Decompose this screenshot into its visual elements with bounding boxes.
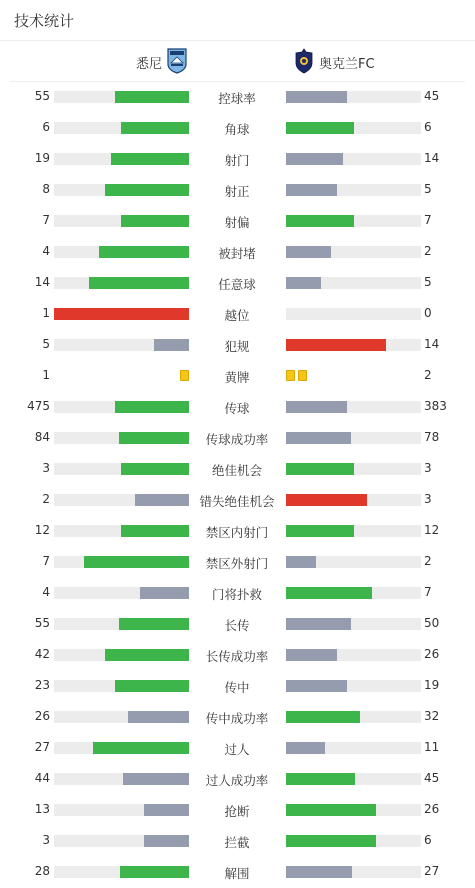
- away-stat-bar: [286, 835, 421, 847]
- stat-label: 传球成功率: [205, 432, 269, 447]
- stat-label: 越位: [224, 308, 250, 323]
- away-cards: [286, 370, 307, 382]
- away-stat-bar: [286, 432, 421, 444]
- stat-label: 传球: [224, 401, 250, 416]
- stat-row: [0, 794, 475, 825]
- away-stat-bar-fill: [286, 525, 354, 537]
- away-stat-bar: [286, 866, 421, 878]
- away-stat-bar-fill: [286, 804, 376, 816]
- home-stat-bar: [54, 556, 189, 568]
- away-stat-bar-fill: [286, 835, 376, 847]
- stats-list: [0, 81, 475, 887]
- away-stat-value: 5: [424, 275, 432, 289]
- away-stat-value: 12: [424, 523, 440, 537]
- away-stat-bar: [286, 153, 421, 165]
- away-stat-bar-fill: [286, 463, 354, 475]
- home-stat-value: 12: [34, 523, 50, 537]
- home-stat-value: 55: [34, 616, 50, 630]
- home-stat-value: 6: [42, 120, 50, 134]
- page-title: 技术统计: [14, 12, 75, 30]
- away-stat-value: 3: [424, 461, 432, 475]
- home-stat-value: 26: [34, 709, 50, 723]
- away-stat-bar-fill: [286, 339, 386, 351]
- home-stat-bar-fill: [121, 463, 189, 475]
- home-stat-bar: [54, 184, 189, 196]
- stat-label: 解围: [224, 866, 250, 881]
- home-stat-value: 19: [34, 151, 50, 165]
- away-stat-bar-fill: [286, 494, 367, 506]
- stat-row: [0, 670, 475, 701]
- away-stat-value: 7: [424, 213, 432, 227]
- away-stat-bar: [286, 525, 421, 537]
- away-stat-bar: [286, 618, 421, 630]
- away-stat-value: 78: [424, 430, 440, 444]
- stat-row: [0, 298, 475, 329]
- stat-row: [0, 391, 475, 422]
- home-stat-bar: [54, 308, 189, 320]
- stat-row: [0, 422, 475, 453]
- away-stat-value: 11: [424, 740, 440, 754]
- auckland-crest-icon[interactable]: [294, 48, 314, 74]
- stat-label: 被封堵: [218, 246, 256, 261]
- stat-label: 长传: [224, 618, 250, 633]
- away-stat-bar-fill: [286, 711, 360, 723]
- stat-label: 射偏: [224, 215, 250, 230]
- stat-label: 黄牌: [224, 370, 250, 385]
- away-stat-value: 2: [424, 244, 432, 258]
- stat-label: 禁区外射门: [205, 556, 269, 571]
- home-stat-value: 3: [42, 461, 50, 475]
- home-stat-bar-fill: [99, 246, 189, 258]
- sydney-crest-icon[interactable]: [167, 48, 187, 74]
- home-stat-bar: [54, 587, 189, 599]
- home-stat-bar: [54, 835, 189, 847]
- away-stat-bar-fill: [286, 742, 325, 754]
- stat-row: [0, 515, 475, 546]
- home-stat-bar-fill: [105, 649, 189, 661]
- stat-label: 射门: [224, 153, 250, 168]
- away-stat-bar: [286, 556, 421, 568]
- home-stat-bar: [54, 494, 189, 506]
- home-stat-bar-fill: [135, 494, 189, 506]
- stat-row: [0, 329, 475, 360]
- home-stat-value: 8: [42, 182, 50, 196]
- stat-row: [0, 453, 475, 484]
- home-stat-bar: [54, 339, 189, 351]
- away-stat-value: 32: [424, 709, 440, 723]
- stat-label: 抢断: [224, 804, 250, 819]
- home-stat-bar-fill: [93, 742, 189, 754]
- away-stat-bar: [286, 463, 421, 475]
- away-stat-value: 19: [424, 678, 440, 692]
- stat-label: 角球: [224, 122, 250, 137]
- stat-row: [0, 267, 475, 298]
- stat-row: [0, 236, 475, 267]
- home-stat-bar-fill: [119, 432, 189, 444]
- away-stat-value: 27: [424, 864, 440, 878]
- stat-row: [0, 81, 475, 112]
- home-team-name[interactable]: 悉尼: [135, 57, 162, 72]
- away-stat-value: 14: [424, 151, 440, 165]
- stat-label: 任意球: [218, 277, 256, 292]
- home-stat-bar-fill: [123, 773, 189, 785]
- stat-label: 长传成功率: [205, 649, 269, 664]
- home-stat-bar-fill: [144, 835, 189, 847]
- stat-label: 传中: [224, 680, 250, 695]
- home-stat-bar: [54, 277, 189, 289]
- home-stat-bar: [54, 773, 189, 785]
- away-stat-bar: [286, 711, 421, 723]
- home-stat-value: 4: [42, 585, 50, 599]
- away-stat-bar: [286, 91, 421, 103]
- stat-row: [0, 763, 475, 794]
- away-stat-bar: [286, 184, 421, 196]
- stat-row: [0, 360, 475, 391]
- away-stat-value: 2: [424, 368, 432, 382]
- stat-row: [0, 701, 475, 732]
- home-stat-bar: [54, 246, 189, 258]
- home-stat-bar-fill: [121, 215, 189, 227]
- yellow-card-icon: [286, 370, 295, 381]
- away-stat-bar-fill: [286, 184, 337, 196]
- home-stat-bar: [54, 215, 189, 227]
- away-team-name[interactable]: 奥克兰FC: [319, 57, 375, 72]
- home-stat-bar-fill: [89, 277, 189, 289]
- stat-label: 禁区内射门: [205, 525, 269, 540]
- header-bar: [0, 0, 475, 41]
- away-stat-bar: [286, 742, 421, 754]
- stat-label: 过人成功率: [205, 773, 269, 788]
- away-stat-bar-fill: [286, 122, 354, 134]
- away-stat-bar-fill: [286, 680, 347, 692]
- home-stat-bar-fill: [120, 866, 189, 878]
- home-stat-bar-fill: [119, 618, 189, 630]
- home-stat-bar: [54, 649, 189, 661]
- stat-row: [0, 577, 475, 608]
- home-stat-bar-fill: [115, 680, 189, 692]
- away-stat-bar: [286, 308, 421, 320]
- home-stat-bar: [54, 122, 189, 134]
- away-stat-value: 45: [424, 89, 440, 103]
- away-stat-value: 2: [424, 554, 432, 568]
- away-stat-value: 6: [424, 120, 432, 134]
- home-stat-value: 23: [34, 678, 50, 692]
- away-stat-value: 26: [424, 647, 440, 661]
- stat-row: [0, 174, 475, 205]
- home-stat-bar: [54, 432, 189, 444]
- home-stat-bar: [54, 866, 189, 878]
- home-stat-value: 84: [34, 430, 50, 444]
- away-stat-bar: [286, 215, 421, 227]
- home-stat-value: 2: [42, 492, 50, 506]
- home-stat-bar-fill: [144, 804, 189, 816]
- away-stat-bar: [286, 494, 421, 506]
- stat-row: [0, 484, 475, 515]
- home-stat-value: 55: [34, 89, 50, 103]
- home-stat-bar: [54, 463, 189, 475]
- stat-label: 拦截: [224, 835, 250, 850]
- home-stat-bar-fill: [105, 184, 189, 196]
- stat-row: [0, 205, 475, 236]
- home-stat-value: 7: [42, 554, 50, 568]
- home-stat-bar-fill: [115, 401, 189, 413]
- away-stat-value: 5: [424, 182, 432, 196]
- stat-row: [0, 143, 475, 174]
- home-stat-bar-fill: [140, 587, 189, 599]
- stat-label: 控球率: [218, 91, 256, 106]
- away-stat-value: 6: [424, 833, 432, 847]
- home-stat-bar-fill: [121, 525, 189, 537]
- away-stat-bar-fill: [286, 587, 372, 599]
- away-stat-bar-fill: [286, 556, 316, 568]
- stat-label: 错失绝佳机会: [199, 494, 275, 509]
- home-stat-value: 44: [34, 771, 50, 785]
- home-stat-value: 5: [42, 337, 50, 351]
- away-stat-bar: [286, 587, 421, 599]
- away-stat-bar: [286, 649, 421, 661]
- away-stat-bar-fill: [286, 618, 351, 630]
- away-stat-bar-fill: [286, 432, 351, 444]
- away-stat-bar-fill: [286, 401, 347, 413]
- away-stat-value: 26: [424, 802, 440, 816]
- home-stat-value: 3: [42, 833, 50, 847]
- home-stat-bar-fill: [121, 122, 189, 134]
- away-stat-bar: [286, 680, 421, 692]
- yellow-card-icon: [298, 370, 307, 381]
- away-stat-bar: [286, 339, 421, 351]
- home-stat-bar-fill: [84, 556, 189, 568]
- home-cards: [180, 370, 189, 382]
- stat-label: 犯规: [224, 339, 250, 354]
- away-stat-bar-fill: [286, 91, 347, 103]
- home-stat-value: 7: [42, 213, 50, 227]
- home-stat-value: 14: [34, 275, 50, 289]
- home-stat-value: 27: [34, 740, 50, 754]
- home-stat-value: 1: [42, 368, 50, 382]
- away-stat-bar-fill: [286, 649, 337, 661]
- away-stat-bar-fill: [286, 277, 321, 289]
- away-stat-bar: [286, 773, 421, 785]
- home-stat-bar: [54, 680, 189, 692]
- stat-label: 过人: [224, 742, 250, 757]
- away-stat-bar-fill: [286, 215, 354, 227]
- home-stat-value: 475: [27, 399, 50, 413]
- home-stat-value: 42: [34, 647, 50, 661]
- away-stat-value: 50: [424, 616, 440, 630]
- away-stat-value: 14: [424, 337, 440, 351]
- home-stat-bar-fill: [111, 153, 189, 165]
- away-stat-value: 3: [424, 492, 432, 506]
- teams-row: [0, 41, 475, 81]
- stat-label: 射正: [224, 184, 250, 199]
- home-stat-bar: [54, 742, 189, 754]
- home-stat-bar-fill: [154, 339, 189, 351]
- away-stat-value: 383: [424, 399, 447, 413]
- stat-row: [0, 608, 475, 639]
- away-stat-bar: [286, 804, 421, 816]
- away-stat-value: 0: [424, 306, 432, 320]
- home-stat-value: 4: [42, 244, 50, 258]
- away-stat-bar: [286, 246, 421, 258]
- home-stat-bar: [54, 711, 189, 723]
- stat-row: [0, 639, 475, 670]
- away-stat-bar-fill: [286, 246, 331, 258]
- away-stat-bar-fill: [286, 153, 343, 165]
- stat-row: [0, 112, 475, 143]
- away-stat-bar: [286, 401, 421, 413]
- stat-row: [0, 825, 475, 856]
- away-stat-bar-fill: [286, 773, 355, 785]
- home-stat-value: 1: [42, 306, 50, 320]
- stat-label: 门将扑救: [211, 587, 262, 602]
- home-stat-bar: [54, 804, 189, 816]
- home-stat-value: 13: [34, 802, 50, 816]
- home-stat-bar: [54, 153, 189, 165]
- home-stat-bar: [54, 525, 189, 537]
- home-stat-bar-fill: [54, 308, 189, 320]
- home-stat-bar-fill: [128, 711, 189, 723]
- home-stat-bar: [54, 618, 189, 630]
- home-stat-bar: [54, 401, 189, 413]
- away-stat-bar: [286, 277, 421, 289]
- away-stat-value: 7: [424, 585, 432, 599]
- away-stat-value: 45: [424, 771, 440, 785]
- stat-row: [0, 732, 475, 763]
- away-stat-bar: [286, 122, 421, 134]
- away-stat-bar-fill: [286, 866, 352, 878]
- stat-row: [0, 546, 475, 577]
- home-stat-bar: [54, 91, 189, 103]
- home-stat-value: 28: [34, 864, 50, 878]
- yellow-card-icon: [180, 370, 189, 381]
- stat-row: [0, 856, 475, 887]
- stat-label: 绝佳机会: [211, 463, 262, 478]
- home-stat-bar-fill: [115, 91, 189, 103]
- stat-label: 传中成功率: [205, 711, 269, 726]
